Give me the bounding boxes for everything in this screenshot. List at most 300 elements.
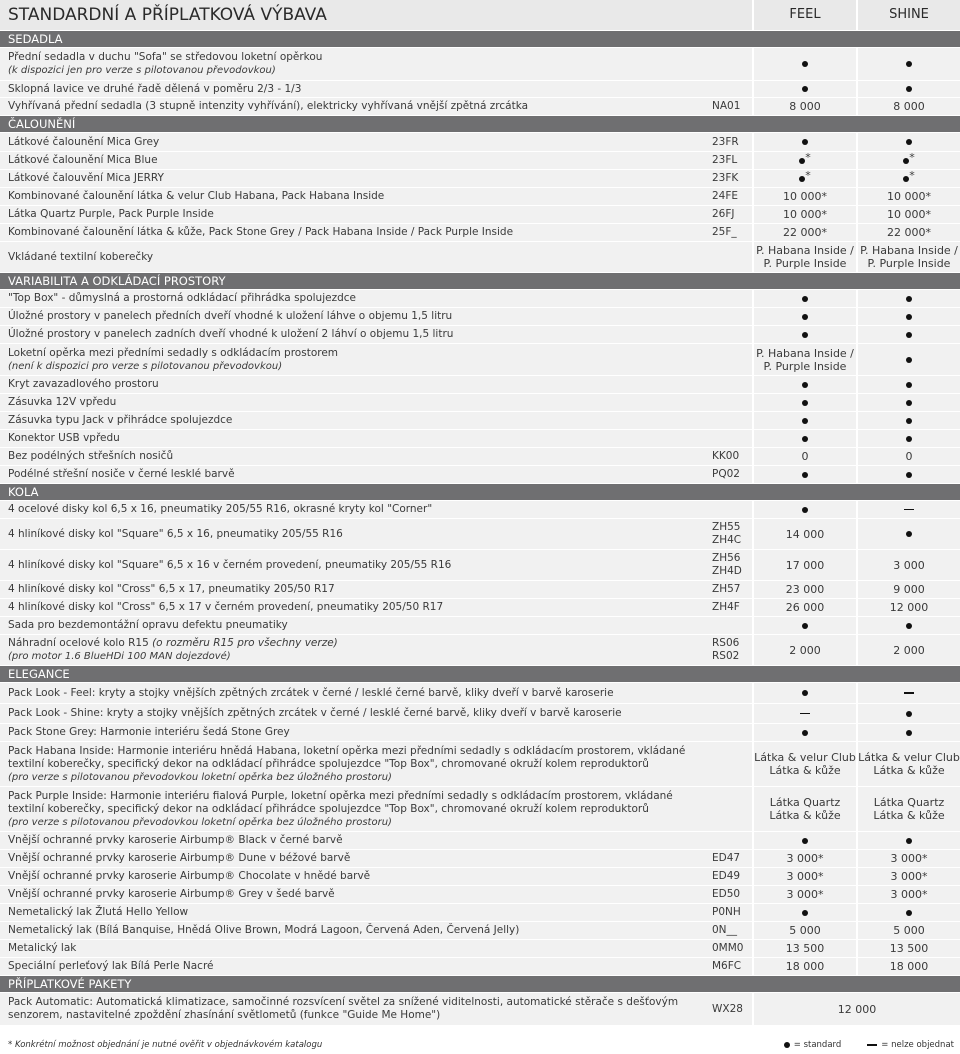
standard-dot-icon xyxy=(802,139,808,145)
standard-dot-icon xyxy=(802,507,808,513)
row-label xyxy=(8,790,712,816)
value-line: P. Habana Inside / xyxy=(756,244,854,257)
value-shine xyxy=(858,940,960,957)
option-code xyxy=(712,958,752,975)
value-shine xyxy=(858,886,960,903)
row-label xyxy=(8,347,712,360)
value-text: 9 000 xyxy=(893,583,925,596)
row-description xyxy=(0,886,712,903)
value-text: 22 000* xyxy=(783,226,827,239)
value-line: Látka Quartz xyxy=(873,796,945,809)
value-shine xyxy=(858,466,960,483)
row-label-text: 4 hliníkové disky kol "Cross" 6,5 x 17 v černém provedení, pneumatiky 205/50 R17 xyxy=(8,601,444,613)
row-description xyxy=(0,81,712,97)
standard-dot-icon xyxy=(802,314,808,320)
option-code xyxy=(712,466,752,483)
value-shine xyxy=(858,958,960,975)
option-code-text: KK00 xyxy=(712,450,740,462)
column-header-shine: SHINE xyxy=(858,0,960,30)
row-label-text: 4 hliníkové disky kol "Cross" 6,5 x 17, pneumatiky 205/50 R17 xyxy=(8,583,335,595)
row-label xyxy=(8,687,712,700)
row-description xyxy=(0,290,712,307)
value-line: Látka Quartz xyxy=(769,796,841,809)
value-text: 3 000 xyxy=(893,558,925,572)
option-code xyxy=(712,394,752,411)
table-row xyxy=(0,683,960,703)
table-row xyxy=(0,242,960,272)
row-label xyxy=(8,190,712,203)
row-label-text: Úložné prostory v panelech zadních dveří vhodné k uložení 2 láhví o objemu 1,5 litru xyxy=(8,328,454,340)
row-label xyxy=(8,100,712,113)
row-label-text: Konektor USB vpředu xyxy=(8,432,120,444)
value-shine xyxy=(858,81,960,97)
row-description xyxy=(0,394,712,411)
section-header: SEDADLA xyxy=(0,31,960,47)
standard-dot-icon xyxy=(802,838,808,844)
value-text: 3 000* xyxy=(786,888,824,901)
option-code xyxy=(712,599,752,616)
value-line: Látka & kůže xyxy=(769,764,841,777)
value-line: Látka & kůže xyxy=(873,809,945,822)
option-code xyxy=(712,170,752,187)
value-feel xyxy=(754,326,856,343)
value-shine xyxy=(858,850,960,867)
row-description xyxy=(0,787,712,831)
option-code-text: 25F_ xyxy=(712,226,737,238)
table-header xyxy=(0,0,960,30)
standard-dot-icon xyxy=(906,418,912,424)
standard-dot-icon xyxy=(802,690,808,696)
row-label-text: Zásuvka typu Jack v přihrádce spolujezdce xyxy=(8,414,233,426)
value-text: 0 xyxy=(905,450,913,463)
row-label-text: Vnější ochranné prvky karoserie Airbump® Dune v béžové barvě xyxy=(8,852,351,864)
row-description xyxy=(0,581,712,598)
value-feel xyxy=(754,832,856,849)
option-code-text: ED50 xyxy=(712,888,741,900)
standard-dot-icon xyxy=(802,730,808,736)
value-feel xyxy=(754,170,856,187)
value-text: 3 000* xyxy=(890,852,928,865)
option-code xyxy=(712,188,752,205)
table-row xyxy=(0,188,960,205)
option-code xyxy=(712,326,752,343)
row-description xyxy=(0,133,712,151)
row-label xyxy=(8,924,712,937)
standard-dot-icon xyxy=(802,86,808,92)
value-line: P. Purple Inside xyxy=(867,257,951,270)
standard-dot-icon xyxy=(802,472,808,478)
row-description xyxy=(0,868,712,885)
option-code-text: 0N__ xyxy=(712,924,738,936)
row-description xyxy=(0,958,712,975)
table-row xyxy=(0,832,960,849)
row-description xyxy=(0,635,712,665)
value-shine xyxy=(858,206,960,223)
row-label-text: Látkové čalouvění Mica JERRY xyxy=(8,172,164,184)
value-feel xyxy=(754,376,856,393)
value-shine xyxy=(858,519,960,549)
value-line: Látka & velur Club xyxy=(858,751,960,764)
option-code-text: ZH4F xyxy=(712,601,740,613)
row-description xyxy=(0,993,712,1025)
standard-dot-icon xyxy=(802,61,808,67)
value-shine xyxy=(858,448,960,465)
table-row xyxy=(0,886,960,903)
value-feel xyxy=(754,98,856,115)
value-line: P. Purple Inside xyxy=(763,359,847,373)
value-text: 2 000 xyxy=(893,643,925,657)
option-code xyxy=(712,430,752,447)
standard-dot-icon xyxy=(802,400,808,406)
value-shine xyxy=(858,922,960,939)
value-feel xyxy=(754,704,856,723)
option-code xyxy=(712,704,752,723)
standard-dot-icon xyxy=(906,382,912,388)
row-label xyxy=(8,172,712,185)
row-label-text: Kryt zavazadlového prostoru xyxy=(8,378,159,390)
value-text: 26 000 xyxy=(785,601,825,614)
table-row xyxy=(0,466,960,483)
row-label-text: "Top Box" - důmyslná a prostorná odkládací přihrádka spolujezdce xyxy=(8,292,356,304)
table-row xyxy=(0,617,960,634)
standard-dot-icon xyxy=(906,332,912,338)
value-shine xyxy=(858,98,960,115)
table-row xyxy=(0,412,960,429)
table-row xyxy=(0,940,960,957)
option-code xyxy=(712,344,752,375)
row-description xyxy=(0,550,712,580)
option-code xyxy=(712,81,752,97)
option-code-text: M6FC xyxy=(712,960,742,972)
standard-dot-icon xyxy=(784,1042,790,1048)
row-label-text: Látkové čalounění Mica Blue xyxy=(8,154,158,166)
row-description xyxy=(0,724,712,741)
footer-note: * Konkrétní možnost objednání je nutné ověřit v objednávkovém katalogu xyxy=(8,1040,323,1050)
option-code xyxy=(712,683,752,703)
row-label-text: Látka Quartz Purple, Pack Purple Inside xyxy=(8,208,214,220)
standard-dot-icon xyxy=(906,357,912,363)
row-label-text: Nemetalický lak Žlutá Hello Yellow xyxy=(8,906,189,918)
value-shine xyxy=(858,617,960,634)
table-row xyxy=(0,170,960,187)
row-label xyxy=(8,888,712,901)
dash-icon xyxy=(867,1044,877,1046)
value-feel xyxy=(754,904,856,921)
value-feel xyxy=(754,81,856,97)
standard-dot-icon xyxy=(906,472,912,478)
row-label xyxy=(8,226,712,239)
row-note: (pro motor 1.6 BlueHDi 100 MAN dojezdové) xyxy=(8,651,231,662)
row-note: (není k dispozici pro verze s pilotovanou převodovkou) xyxy=(8,360,283,372)
option-code xyxy=(712,635,752,665)
row-label xyxy=(8,707,712,720)
row-description xyxy=(0,48,712,80)
row-label xyxy=(8,51,712,64)
standard-dot-icon xyxy=(906,61,912,67)
value-feel xyxy=(754,206,856,223)
value-line: P. Purple Inside xyxy=(763,257,847,270)
value-feel xyxy=(754,581,856,598)
value-shine xyxy=(858,742,960,786)
asterisk: * xyxy=(909,151,915,164)
option-code xyxy=(712,376,752,393)
row-description xyxy=(0,617,712,634)
value-shine xyxy=(858,290,960,307)
value-text: 10 000* xyxy=(783,208,827,221)
standard-dot-icon xyxy=(906,86,912,92)
option-code xyxy=(712,412,752,429)
table-row xyxy=(0,430,960,447)
value-text: 3 000* xyxy=(890,870,928,883)
table-row xyxy=(0,344,960,375)
option-code xyxy=(712,940,752,957)
value-feel xyxy=(754,922,856,939)
value-feel xyxy=(754,152,856,169)
standard-dot-icon xyxy=(802,296,808,302)
value-line: Látka & velur Club xyxy=(754,751,856,764)
option-code xyxy=(712,993,752,1025)
option-code-text: ZH4D xyxy=(712,565,742,577)
table-row xyxy=(0,206,960,223)
table-row xyxy=(0,922,960,939)
table-row xyxy=(0,133,960,151)
row-label-text: Zásuvka 12V vpředu xyxy=(8,396,117,408)
option-code-text: ZH56 xyxy=(712,552,741,564)
row-label-text: Pack Automatic: Automatická klimatizace, samočinné rozsvícení světel za snížené viditelnosti, automatické stěrače s dešťovým senzorem, nastavitelné zpoždění zhasínání světlometů (funkce "Guide Me Home") xyxy=(8,996,679,1021)
value-text: 5 000 xyxy=(789,924,821,937)
row-label-text: 4 hliníkové disky kol "Square" 6,5 x 16 v černém provedení, pneumatiky 205/55 R16 xyxy=(8,558,452,571)
value-text: 2 000 xyxy=(789,643,821,657)
row-label xyxy=(8,834,712,847)
value-feel xyxy=(754,993,960,1025)
value-feel xyxy=(754,394,856,411)
value-feel xyxy=(754,242,856,272)
standard-dot-icon xyxy=(906,711,912,717)
value-shine xyxy=(858,242,960,272)
value-text: 12 000 xyxy=(837,1002,877,1016)
section-header: PŘÍPLATKOVÉ PAKETY xyxy=(0,976,960,992)
standard-dot-icon xyxy=(802,382,808,388)
row-note: (pro verze s pilotovanou převodovkou loketní opěrka bez úložného prostoru) xyxy=(8,816,392,828)
standard-dot-icon xyxy=(906,531,912,537)
table-row xyxy=(0,448,960,465)
standard-dot-icon xyxy=(802,623,808,629)
row-label xyxy=(8,328,712,341)
value-feel xyxy=(754,412,856,429)
row-label xyxy=(8,528,712,541)
option-code xyxy=(712,922,752,939)
value-shine xyxy=(858,581,960,598)
table-row xyxy=(0,958,960,975)
value-text: 3 000* xyxy=(890,888,928,901)
value-feel xyxy=(754,430,856,447)
option-code-text: WX28 xyxy=(712,1002,743,1015)
value-feel xyxy=(754,344,856,375)
table-row xyxy=(0,519,960,549)
row-label-text: Přední sedadla v duchu "Sofa" se středovou loketní opěrkou xyxy=(8,51,323,63)
table-row xyxy=(0,742,960,786)
option-code xyxy=(712,224,752,241)
row-label xyxy=(8,960,712,973)
option-code xyxy=(712,850,752,867)
value-shine xyxy=(858,599,960,616)
value-shine xyxy=(858,170,960,187)
standard-dot-icon xyxy=(906,910,912,916)
value-shine xyxy=(858,704,960,723)
option-code xyxy=(712,868,752,885)
row-description xyxy=(0,704,712,723)
standard-dot-icon xyxy=(906,314,912,320)
value-feel xyxy=(754,501,856,518)
value-text: 17 000 xyxy=(785,558,825,572)
standard-dot-icon xyxy=(802,418,808,424)
value-text: 3 000* xyxy=(786,852,824,865)
row-description xyxy=(0,152,712,169)
value-feel xyxy=(754,886,856,903)
option-code-text: RS06 xyxy=(712,637,740,649)
standard-dot-icon xyxy=(802,436,808,442)
value-shine xyxy=(858,188,960,205)
option-code-text: 24FE xyxy=(712,190,739,202)
row-label-text: Metalický lak xyxy=(8,942,77,954)
value-shine xyxy=(858,152,960,169)
legend-standard: = standard xyxy=(793,1040,842,1050)
row-description xyxy=(0,850,712,867)
value-feel xyxy=(754,448,856,465)
row-label xyxy=(8,396,712,409)
value-shine xyxy=(858,868,960,885)
option-code xyxy=(712,290,752,307)
option-code xyxy=(712,581,752,598)
row-description xyxy=(0,242,712,272)
value-feel xyxy=(754,787,856,831)
value-text: 13 500 xyxy=(785,942,825,955)
value-shine xyxy=(858,683,960,703)
row-description xyxy=(0,412,712,429)
row-label-text: Kombinované čalounění látka & velur Club Habana, Pack Habana Inside xyxy=(8,190,385,202)
row-label-text: Pack Look - Feel: kryty a stojky vnějších zpětných zrcátek v černé / lesklé černé barvě, kliky dveří v barvě karoserie xyxy=(8,686,614,699)
row-label xyxy=(8,154,712,167)
value-feel xyxy=(754,958,856,975)
row-label xyxy=(8,208,712,221)
value-shine xyxy=(858,224,960,241)
legend-not-available: = nelze objednat xyxy=(881,1040,954,1050)
table-row xyxy=(0,635,960,665)
value-feel xyxy=(754,466,856,483)
section-header: ELEGANCE xyxy=(0,666,960,682)
row-label-text: Pack Stone Grey: Harmonie interiéru šedá Stone Grey xyxy=(8,726,290,738)
row-label-text: Speciální perleťový lak Bílá Perle Nacré xyxy=(8,960,214,972)
value-line: P. Habana Inside / xyxy=(860,244,958,257)
row-label xyxy=(8,251,712,264)
table-row xyxy=(0,581,960,598)
row-label-text: Úložné prostory v panelech předních dveří vhodné k uložení láhve o objemu 1,5 litru xyxy=(8,310,453,322)
value-feel xyxy=(754,550,856,580)
option-code-text: NA01 xyxy=(712,100,741,112)
row-label-text: Pack Look - Shine: kryty a stojky vnějších zpětných zrcátek v černé / lesklé černé barvě, kliky dveří v barvě karoserie xyxy=(8,707,622,719)
value-text: 3 000* xyxy=(786,870,824,883)
row-description xyxy=(0,188,712,205)
value-feel xyxy=(754,742,856,786)
value-text: 8 000 xyxy=(893,100,925,113)
option-code-text: P0NH xyxy=(712,906,741,918)
value-feel xyxy=(754,48,856,80)
value-shine xyxy=(858,787,960,831)
row-description xyxy=(0,466,712,483)
row-label-text: Pack Purple Inside: Harmonie interiéru fialová Purple, loketní opěrka mezi předními sedadly s odkládacím prostorem, vkládané textilní koberečky, specifický dekor na odkládací přihrádce spolujezdce "Top Box", chromované okruží kolem reproduktorů xyxy=(8,789,673,815)
option-code xyxy=(712,308,752,325)
row-label-text: Vyhřívaná přední sedadla (3 stupně intenzity vyhřívání), elektricky vyhřívaná vnější zpětná zrcátka xyxy=(8,100,529,112)
row-label xyxy=(8,601,712,614)
section-header: ČALOUNĚNÍ xyxy=(0,116,960,132)
value-shine xyxy=(858,501,960,518)
option-code xyxy=(712,886,752,903)
not-available-dash-icon xyxy=(904,692,914,694)
row-description xyxy=(0,344,712,375)
standard-dot-icon xyxy=(906,623,912,629)
row-description xyxy=(0,683,712,703)
row-description xyxy=(0,430,712,447)
row-description xyxy=(0,599,712,616)
table-row xyxy=(0,850,960,867)
row-label-text: Vkládané textilní koberečky xyxy=(8,250,154,263)
table-row xyxy=(0,98,960,115)
standard-dot-icon xyxy=(802,910,808,916)
standard-dot-icon xyxy=(906,139,912,145)
value-feel xyxy=(754,940,856,957)
row-label-text: Vnější ochranné prvky karoserie Airbump® Black v černé barvě xyxy=(8,834,343,846)
value-line: Látka & kůže xyxy=(769,809,841,822)
option-code-text: RS02 xyxy=(712,650,740,662)
row-description xyxy=(0,922,712,939)
row-description xyxy=(0,904,712,921)
row-label xyxy=(8,619,712,632)
row-note: (pro verze s pilotovanou převodovkou loketní opěrka bez úložného prostoru) xyxy=(8,771,392,783)
row-label-text: Bez podélných střešních nosičů xyxy=(8,450,174,462)
option-code xyxy=(712,206,752,223)
value-shine xyxy=(858,394,960,411)
table-row xyxy=(0,326,960,343)
row-description xyxy=(0,448,712,465)
value-text: 12 000 xyxy=(889,601,929,614)
value-text: 10 000* xyxy=(887,190,931,203)
table-row xyxy=(0,376,960,393)
row-description xyxy=(0,940,712,957)
table-row xyxy=(0,704,960,723)
row-label-text: 4 hliníkové disky kol "Square" 6,5 x 16, pneumatiky 205/55 R16 xyxy=(8,527,343,540)
table-row xyxy=(0,550,960,580)
footer xyxy=(8,1038,954,1052)
value-feel xyxy=(754,599,856,616)
option-code xyxy=(712,832,752,849)
value-shine xyxy=(858,724,960,741)
value-text: 14 000 xyxy=(785,527,825,541)
row-label xyxy=(8,637,712,650)
option-code xyxy=(712,501,752,518)
value-shine xyxy=(858,308,960,325)
row-description xyxy=(0,326,712,343)
value-feel xyxy=(754,617,856,634)
value-feel xyxy=(754,133,856,151)
value-text: 10 000* xyxy=(887,208,931,221)
row-label-text: Sklopná lavice ve druhé řadě dělená v poměru 2/3 - 1/3 xyxy=(8,82,302,95)
table-row xyxy=(0,787,960,831)
row-label xyxy=(8,503,712,516)
option-code xyxy=(712,742,752,786)
value-feel xyxy=(754,188,856,205)
row-description xyxy=(0,206,712,223)
row-label xyxy=(8,450,712,463)
